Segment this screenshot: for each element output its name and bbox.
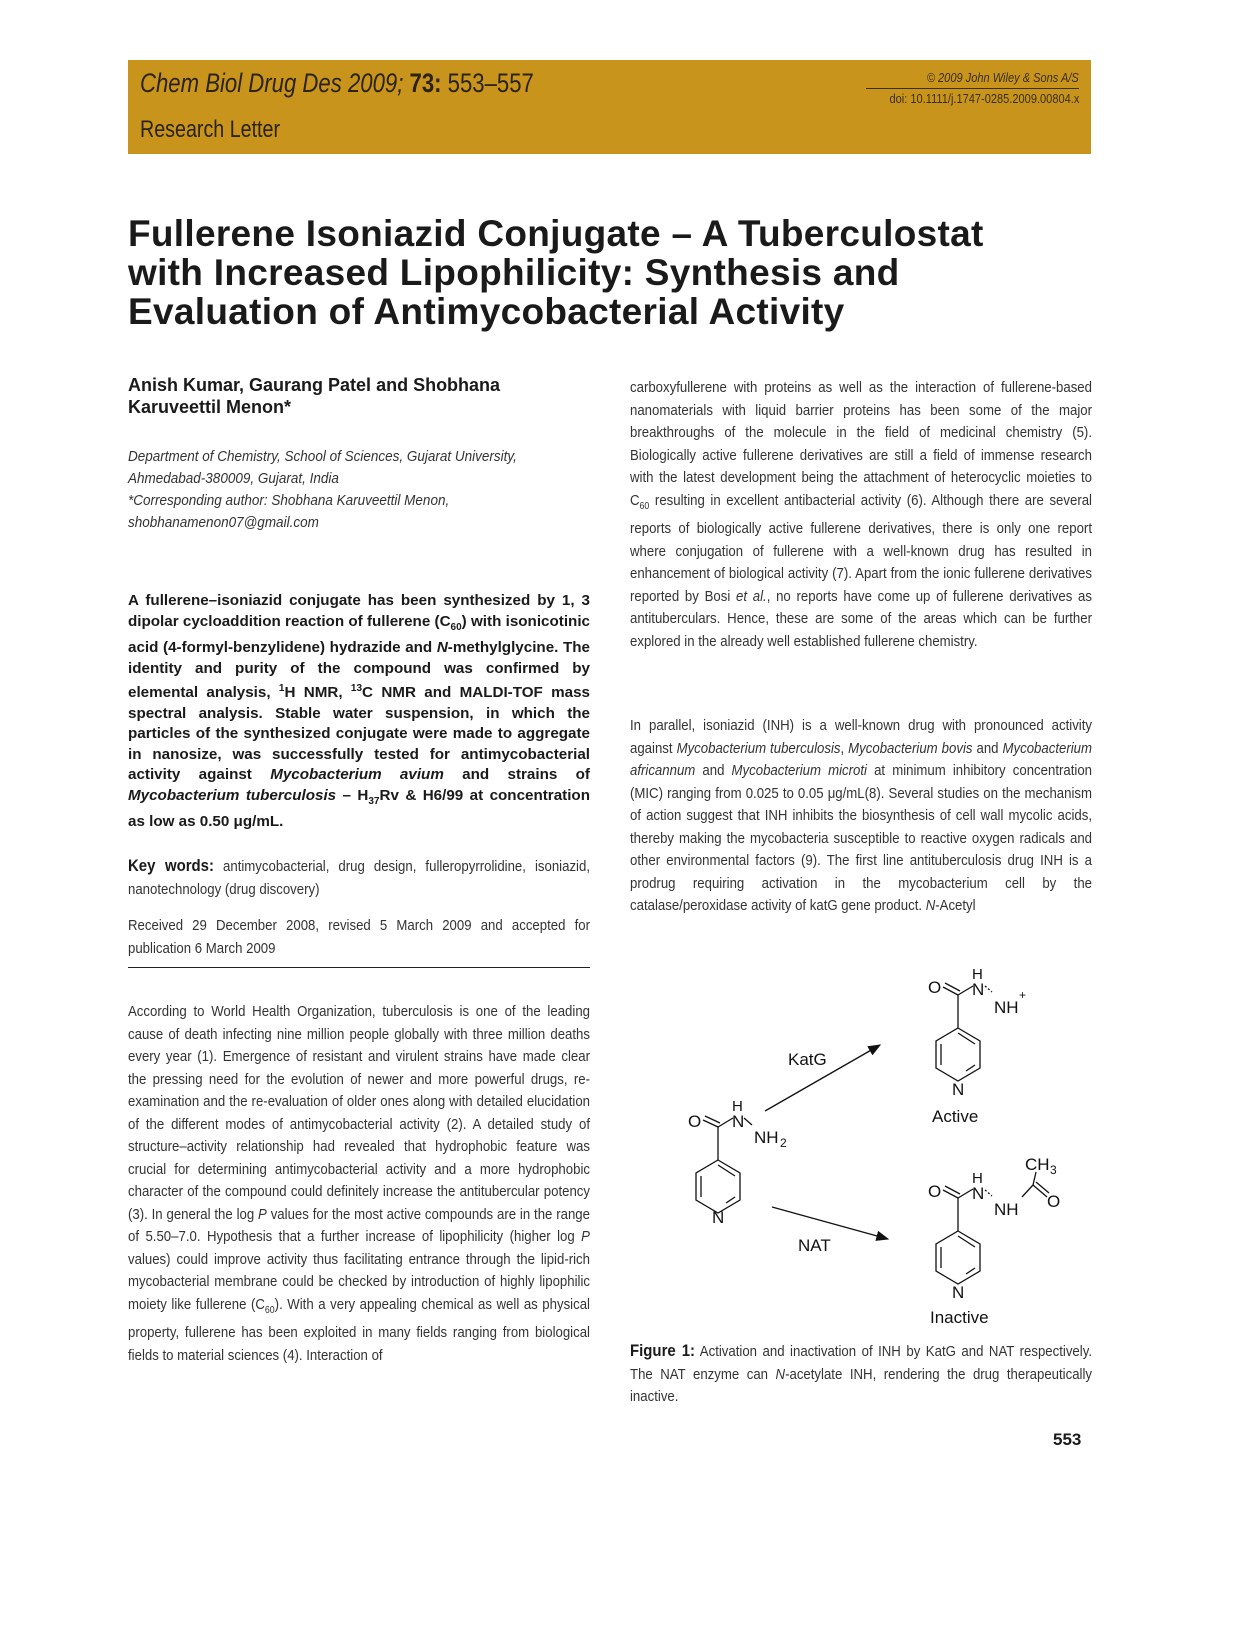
body-text: and xyxy=(695,762,732,779)
label-inactive: Inactive xyxy=(930,1308,989,1327)
atom-label: NH xyxy=(994,1200,1019,1219)
reaction-diagram xyxy=(640,965,1090,1330)
caption-text: -acetylate INH, rendering the drug therapeutically inactive. xyxy=(630,1365,1093,1405)
italic-text: N xyxy=(436,639,448,657)
atom-label: N xyxy=(732,1112,745,1131)
body-text: values) could improve activity thus facilitating entrance through the lipid-rich mycobacterial membrane could be checked by introduction of highly lipophilic moiety like fullerene (C xyxy=(128,1250,590,1313)
atom-label: O xyxy=(1047,1192,1061,1211)
body-text: , xyxy=(840,739,849,757)
atom-label: N xyxy=(972,980,985,999)
doi-divider xyxy=(866,88,1079,89)
species-name: Mycobacterium microti xyxy=(731,762,867,779)
affiliation-line: Department of Chemistry, School of Sciences, Gujarat University, xyxy=(128,448,517,465)
atom-label: CH xyxy=(1025,1155,1050,1174)
abstract-text: -methylglycine. The identity and purity of the compound was confirmed by elemental analysis, xyxy=(128,639,590,702)
received-dates: Received 29 December 2008, revised 5 March 2009 and accepted for publication 6 March 2009 xyxy=(128,917,590,957)
doi-link[interactable]: doi: 10.1111/j.1747-0285.2009.00804.x xyxy=(889,91,1079,106)
abstract-text: H NMR, xyxy=(284,684,351,702)
title-line: Fullerene Isoniazid Conjugate – A Tuberculostat xyxy=(128,213,984,254)
abstract-text: Rv & H6/99 at concentration as low as 0.50 μg/mL. xyxy=(128,786,590,831)
subscript: 60 xyxy=(639,500,650,512)
affiliation-line: Ahmedabad-380009, Gujarat, India xyxy=(128,470,339,487)
italic-text: N xyxy=(925,897,936,914)
keywords-text: antimycobacterial, drug design, fulleropyrrolidine, isoniazid, nanotechnology (drug discovery) xyxy=(128,858,590,898)
body-text: , no reports have come up of fullerene derivatives as antituberculars. Hence, these are some of the areas which can be further explored in the already well established fullerene chemistry. xyxy=(630,587,1092,650)
title-line: Evaluation of Antimycobacterial Activity xyxy=(128,291,845,332)
italic-text: P xyxy=(258,1205,267,1223)
body-text: and xyxy=(972,739,1003,757)
keywords xyxy=(128,855,590,901)
atom-label: N xyxy=(952,1283,965,1302)
atom-label: + xyxy=(1019,988,1027,1002)
atom-label: 2 xyxy=(780,1136,787,1150)
title-line: with Increased Lipophilicity: Synthesis and xyxy=(128,252,900,293)
atom-label: 3 xyxy=(1050,1163,1057,1177)
figure-label: Figure 1: xyxy=(630,1341,696,1360)
paper-title xyxy=(128,214,1108,331)
atom-label: O xyxy=(928,1182,942,1201)
body-text: According to World Health Organization, tuberculosis is one of the leading cause of death infecting nine million people globally with three million deaths every year (1). Emergence of resistant and virulent strains have made clear the pressing need for the evolution of newer and more powerful drugs, re-examination and the re-evaluation of older ones along with detailed elucidation of the different modes of antimycobacterial activity (2). A detailed study of structure–activity relationship had revealed that hydrophobic feature was crucial for determining antimycobacterial activity and a more hydrophobic character of the compound could definitely increase the antitubercular potency (3). In general the log xyxy=(128,1003,590,1223)
abstract-text: A fullerene–isoniazid conjugate has been synthesized by 1, 3 dipolar cycloaddition reaction of fullerene (C xyxy=(128,592,590,630)
figure-caption xyxy=(630,1340,1092,1409)
atom-label: O xyxy=(688,1112,702,1131)
journal-header-band xyxy=(128,60,1091,154)
corresponding-author: *Corresponding author: Shobhana Karuveettil Menon, xyxy=(128,492,450,509)
subscript: 37 xyxy=(368,795,380,807)
journal-pages: 553–557 xyxy=(447,68,534,98)
superscript: 1 xyxy=(278,683,285,695)
abstract-text: ) with isonicotinic acid (4-formyl-benzylidene) hydrazide and xyxy=(128,612,590,657)
section-divider xyxy=(128,967,590,968)
author-line: Karuveettil Menon* xyxy=(128,397,292,417)
nat-arrow xyxy=(772,1207,888,1239)
journal-citation xyxy=(140,68,534,99)
abstract-text: C NMR and MALDI-TOF mass spectral analysis. Stable water suspension, in which the particles of the synthesized conjugate were made to aggregate in nanosize, was successfully tested for antimycobacterial activity against xyxy=(128,684,590,784)
enzyme-label-nat: NAT xyxy=(798,1236,831,1255)
superscript: 13 xyxy=(350,683,363,695)
article-type: Research Letter xyxy=(140,116,281,143)
body-text: at minimum inhibitory concentration (MIC) ranging from 0.025 to 0.05 μg/mL(8). Several studies on the mechanism of action suggest that INH inhibits the biosynthesis of cell wall mycolic acids, thereby making the mycobacteria susceptible to reactive oxygen radicals and other environmental factors (9). The first line antituberculosis drug INH is a prodrug requiring activation in the mycobacterium cell by the catalase/peroxidase activity of katG gene product. xyxy=(630,762,1093,914)
italic-text: P xyxy=(581,1228,590,1245)
label-active: Active xyxy=(932,1107,979,1126)
body-text: resulting in excellent antibacterial activity (6). Although there are several reports of biologically active fullerene derivatives, there is only one report where conjugation of fullerene with a well-known drug has resulted in enhancement of biological activity (7). Apart from the ionic fullerene derivatives reported by Bosi xyxy=(630,491,1092,605)
species-name: Mycobacterium tuberculosis xyxy=(676,739,841,757)
atom-label: H xyxy=(972,1170,983,1187)
species-name: Mycobacterium bovis xyxy=(848,739,973,757)
abstract xyxy=(128,591,590,833)
atom-label: N xyxy=(972,1184,985,1203)
body-text: In parallel, isoniazid (INH) is a well-known drug with pronounced activity against xyxy=(630,717,1092,757)
figure-1-reaction-scheme xyxy=(640,965,1090,1330)
page-number: 553 xyxy=(1053,1430,1082,1449)
italic-text: et al. xyxy=(735,587,767,605)
body-text: carboxyfullerene with proteins as well as the interaction of fullerene-based nanomaterials with liquid barrier proteins has been some of the major breakthroughs of the molecule in the field of medicinal chemistry (5). Biologically active fullerene derivatives are still a field of immense research with the latest development being the attachment of heterocyclic moieties to C xyxy=(630,379,1092,509)
body-paragraph-right-1 xyxy=(630,377,1092,653)
journal-name: Chem Biol Drug Des 2009; xyxy=(140,68,404,98)
author-email-link[interactable]: shobhanamenon07@gmail.com xyxy=(128,514,319,531)
atom-label: N xyxy=(712,1208,725,1227)
species-name: Mycobacterium avium xyxy=(270,766,444,784)
author-list xyxy=(128,374,598,418)
affiliation xyxy=(128,446,596,534)
body-paragraph-right-2 xyxy=(630,715,1092,918)
atom-label: NH xyxy=(754,1128,779,1147)
italic-text: N xyxy=(775,1365,786,1383)
atom-label: N xyxy=(952,1080,965,1099)
body-text: ). With a very appealing chemical as well as physical property, fullerene has been exploited in many fields ranging from biological fields to material sciences (4). Interaction of xyxy=(128,1295,590,1364)
body-text: values for the most active compounds are in the range of 5.50–7.0. Hypothesis that a further increase of lipophilicity (higher log xyxy=(128,1205,590,1245)
caption-text: Activation and inactivation of INH by KatG and NAT respectively. The NAT enzyme can xyxy=(630,1343,1092,1383)
species-name: Mycobacterium tuberculosis xyxy=(128,786,337,804)
abstract-text: and strains of xyxy=(443,766,590,784)
enzyme-label-katg: KatG xyxy=(788,1050,827,1069)
keywords-label: Key words: xyxy=(128,856,214,875)
species-name: Mycobacterium africannum xyxy=(630,739,1092,779)
atom-label: H xyxy=(972,966,983,983)
journal-volume: 73: xyxy=(409,68,442,98)
subscript: 60 xyxy=(450,621,462,633)
author-line: Anish Kumar, Gaurang Patel and Shobhana xyxy=(128,375,501,395)
abstract-text: – H xyxy=(336,786,369,804)
atom-label: NH xyxy=(994,998,1019,1017)
atom-label: O xyxy=(928,978,942,997)
body-text: -Acetyl xyxy=(935,897,976,914)
copyright-notice: © 2009 John Wiley & Sons A/S xyxy=(927,70,1079,85)
atom-label: H xyxy=(732,1098,743,1115)
body-paragraph-left xyxy=(128,1001,590,1367)
subscript: 60 xyxy=(264,1304,275,1316)
